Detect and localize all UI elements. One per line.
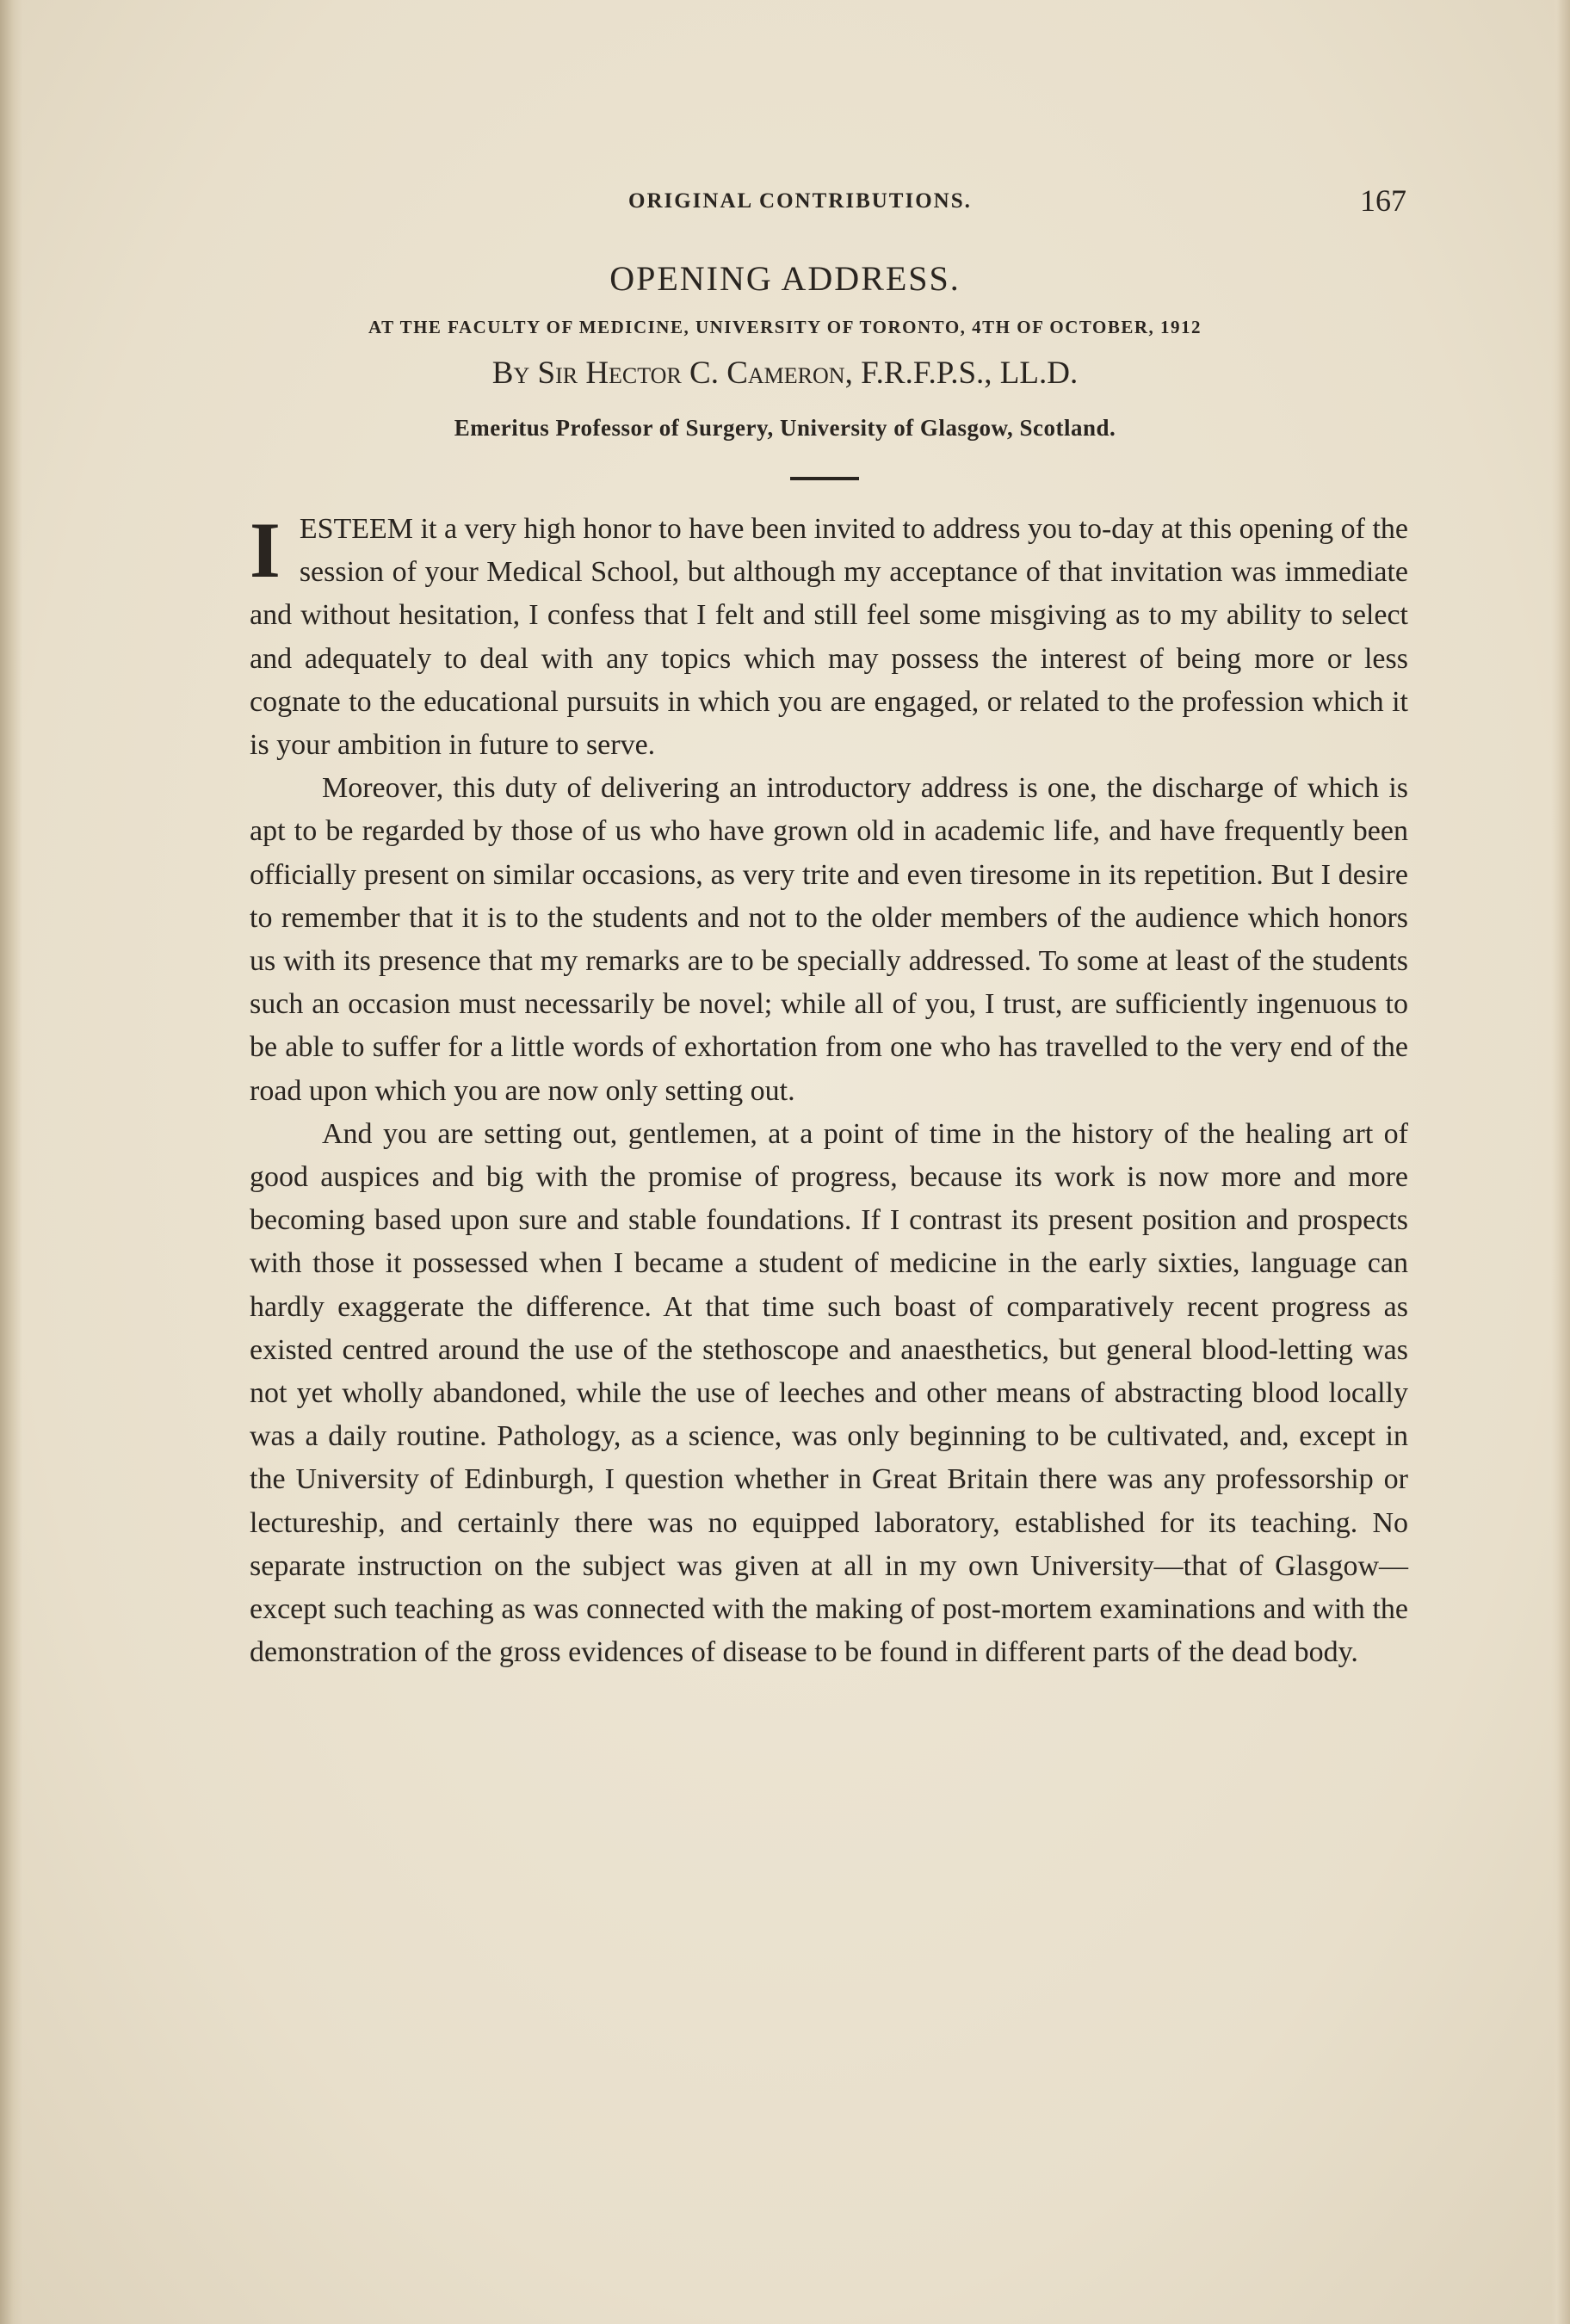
page-left-edge — [0, 0, 22, 2324]
article-venue: AT THE FACULTY OF MEDICINE, UNIVERSITY OF TORONTO, 4TH OF OCTOBER, 1912 — [368, 317, 1202, 337]
title-divider — [790, 477, 859, 480]
paragraph: And you are setting out, gentlemen, at a point of time in the history of the healing art of good auspices and big with the promise of progress, because its work is now more and more becoming based upon sure and stable foundations. If I contrast its present position and prospects with those it possessed when I became a student of medicine in the early sixties, language can hardly exaggerate the difference. At that time such boast of comparatively recent progress as existed centred around the use of the stethoscope and anaesthetics, but general blood-letting was not yet wholly abandoned, while the use of leeches and other means of abstracting blood locally was a daily routine. Pathology, as a science, was only beginning to be cultivated, and, except in the University of Edinburgh, I question whether in Great Britain there was any professorship or lectureship, and certainly there was no equipped laboratory, established for its teaching. No separate instruction on the subject was given at all in my own University—that of Glasgow—except such teaching as was connected with the making of post-mortem examinations and with the demonstration of the gross evidences of disease to be found in different parts of the dead body. — [250, 1117, 1408, 1669]
author-affiliation: Emeritus Professor of Surgery, University of Glasgow, Scotland. — [454, 415, 1116, 441]
page-right-edge — [1551, 0, 1570, 2324]
article-author: By Sir Hector C. Cameron, F.R.F.P.S., LL.D. — [491, 355, 1079, 391]
paragraph-text: ESTEEM it a very high honor to have been invited to address you to-day at this opening of the session of your Medical School, but although my acceptance of that invitation was immediate and without hesitation, I confess that I felt and still feel some misgiving as to my ability to select and adequately to deal with any topics which may possess the interest of being more or less cognate to the educational pursuits in which you are engaged, or related to the profession which it is your ambition in future to serve. — [250, 513, 1408, 762]
paragraph: Moreover, this duty of delivering an introductory address is one, the discharge of which is apt to be regarded by those of us who have grown old in academic life, and have frequently been officially present on similar occasions, as very trite and even tiresome in its repetition. But I desire to remember that it is to the students and not to the older members of the audience which honors us with its presence that my remarks are to be specially addressed. To some at least of the students such an occasion must necessarily be novel; while all of you, I trust, are sufficiently ingenuous to be able to suffer for a little words of exhortation from one who has travelled to the very end of the road upon which you are now only setting out. — [250, 772, 1408, 1107]
page-number: 167 — [1360, 183, 1406, 218]
drop-cap: I — [250, 506, 281, 594]
article-body — [250, 508, 1408, 1674]
running-head: ORIGINAL CONTRIBUTIONS. — [628, 189, 972, 213]
page-header — [250, 177, 1406, 229]
article-title: OPENING ADDRESS. — [609, 259, 961, 298]
paragraph — [250, 508, 1408, 767]
